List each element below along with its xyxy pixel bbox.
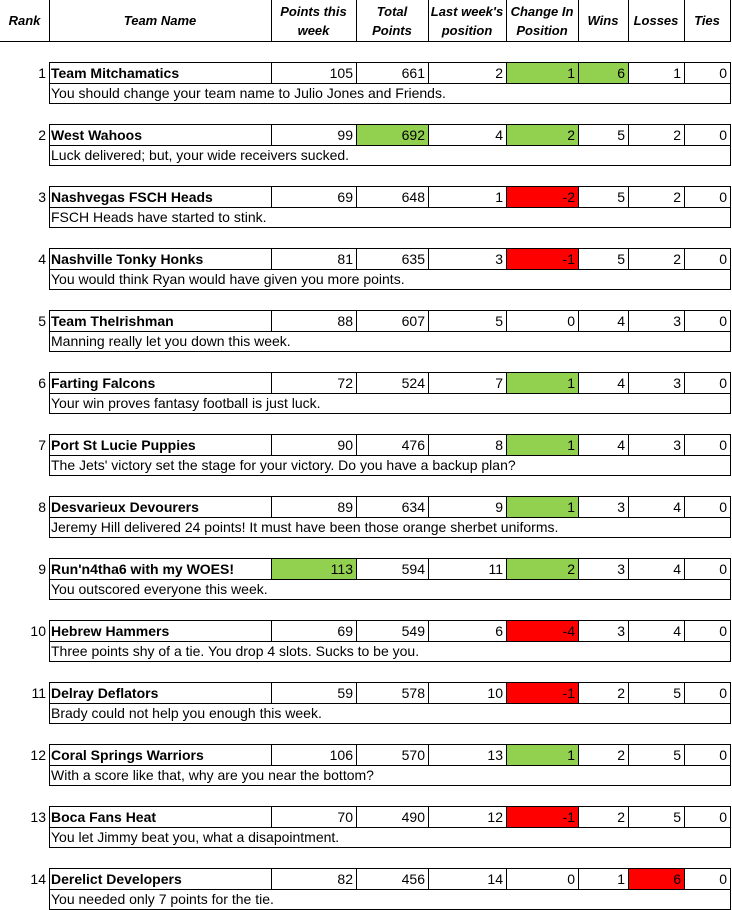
points-this-week-cell: 105 [329, 65, 353, 81]
grid-line [49, 103, 731, 104]
wins-cell: 1 [617, 871, 625, 887]
team-name: Hebrew Hammers [51, 623, 170, 639]
grid-line [730, 703, 731, 723]
points-this-week-cell: 70 [337, 809, 353, 825]
losses-cell: 3 [673, 313, 681, 329]
ties-cell: 0 [719, 685, 727, 701]
team-comment: Brady could not help you enough this week. [51, 705, 322, 721]
team-comment: Luck delivered; but, your wide receivers sucked. [51, 147, 350, 163]
ties-cell: 0 [719, 65, 727, 81]
total-points-cell: 578 [401, 685, 425, 701]
header-points-this-week: Points this week [280, 3, 347, 38]
grid-line [730, 496, 731, 517]
ties-cell: 0 [719, 437, 727, 453]
grid-line [730, 207, 731, 227]
header-change-in-position: Change In Position [510, 3, 574, 38]
points-this-week-cell: 106 [329, 747, 353, 763]
change-in-position-cell: -2 [562, 189, 575, 205]
ties-cell: 0 [719, 809, 727, 825]
wins-cell: 5 [617, 189, 625, 205]
team-name: Desvarieux Devourers [51, 499, 199, 515]
total-points-cell: 476 [401, 437, 425, 453]
grid-line [49, 475, 731, 476]
last-week-position-cell: 11 [488, 561, 503, 577]
last-week-position-cell: 5 [495, 313, 503, 329]
team-comment: Manning really let you down this week. [51, 333, 291, 349]
ties-cell: 0 [719, 375, 727, 391]
ties-cell: 0 [719, 623, 727, 639]
points-this-week-cell: 72 [337, 375, 353, 391]
total-points-cell: 634 [401, 499, 425, 515]
grid-line [49, 723, 731, 724]
grid-line [49, 785, 731, 786]
points-this-week-cell: 113 [330, 561, 353, 577]
grid-line [49, 165, 731, 166]
grid-line [49, 537, 731, 538]
losses-cell: 6 [673, 871, 681, 887]
last-week-position-cell: 12 [487, 809, 503, 825]
ties-cell: 0 [719, 251, 727, 267]
grid-line [49, 413, 731, 414]
ties-cell: 0 [719, 871, 727, 887]
grid-line [271, 0, 272, 41]
grid-line [730, 372, 731, 393]
ties-cell: 0 [719, 499, 727, 515]
rank-cell: 9 [38, 561, 46, 577]
last-week-position-cell: 14 [487, 871, 503, 887]
losses-cell: 2 [673, 251, 681, 267]
grid-line [356, 0, 357, 41]
change-in-position-cell: 2 [567, 561, 575, 577]
grid-line [0, 41, 731, 42]
change-in-position-cell: 2 [567, 127, 575, 143]
losses-cell: 5 [673, 809, 681, 825]
grid-line [730, 186, 731, 207]
ties-cell: 0 [719, 313, 727, 329]
team-comment: You outscored everyone this week. [51, 581, 268, 597]
change-in-position-cell: -1 [562, 809, 575, 825]
change-in-position-cell: 1 [567, 65, 575, 81]
header-last-weeks-position: Last week's position [430, 3, 504, 38]
last-week-position-cell: 6 [495, 623, 503, 639]
losses-cell: 4 [673, 499, 681, 515]
team-comment: Three points shy of a tie. You drop 4 slots. Sucks to be you. [51, 643, 420, 659]
rank-cell: 10 [30, 623, 46, 639]
header-rank: Rank [8, 13, 41, 28]
wins-cell: 2 [617, 747, 625, 763]
last-week-position-cell: 7 [495, 375, 503, 391]
wins-cell: 4 [617, 313, 625, 329]
last-week-position-cell: 9 [495, 499, 503, 515]
rank-cell: 3 [38, 189, 46, 205]
rank-cell: 11 [31, 685, 46, 701]
change-in-position-cell: -1 [562, 685, 575, 701]
grid-line [730, 641, 731, 661]
last-week-position-cell: 1 [495, 189, 503, 205]
grid-line [730, 827, 731, 847]
grid-line [730, 331, 731, 351]
team-name: Farting Falcons [51, 375, 156, 391]
change-in-position-cell: -4 [562, 623, 575, 639]
team-comment: Jeremy Hill delivered 24 points! It must have been those orange sherbet uniforms. [51, 519, 559, 535]
wins-cell: 3 [617, 499, 625, 515]
team-comment: You should change your team name to Julio Jones and Friends. [51, 85, 446, 101]
points-this-week-cell: 99 [337, 127, 353, 143]
wins-cell: 3 [617, 561, 625, 577]
points-this-week-cell: 69 [337, 623, 353, 639]
team-name: Team Mitchamatics [51, 65, 180, 81]
team-comment: FSCH Heads have started to stink. [51, 209, 267, 225]
grid-line [506, 0, 507, 41]
losses-cell: 5 [673, 747, 681, 763]
team-name: Coral Springs Warriors [51, 747, 204, 763]
grid-line [49, 847, 731, 848]
ties-cell: 0 [719, 747, 727, 763]
grid-line [730, 83, 731, 103]
points-this-week-cell: 82 [337, 871, 353, 887]
losses-cell: 3 [673, 375, 681, 391]
losses-cell: 5 [673, 685, 681, 701]
grid-line [628, 0, 629, 41]
change-in-position-cell: -1 [562, 251, 575, 267]
header-ties: Ties [694, 13, 720, 28]
total-points-cell: 692 [401, 127, 425, 143]
grid-line [730, 682, 731, 703]
header-total-points: Total Points [372, 3, 412, 38]
grid-line [730, 744, 731, 765]
grid-line [730, 868, 731, 889]
grid-line [730, 889, 731, 909]
last-week-position-cell: 13 [487, 747, 503, 763]
points-this-week-cell: 81 [337, 251, 353, 267]
grid-line [730, 310, 731, 331]
losses-cell: 2 [673, 127, 681, 143]
team-comment: You let Jimmy beat you, what a disapointment. [51, 829, 340, 845]
total-points-cell: 549 [401, 623, 425, 639]
last-week-position-cell: 4 [495, 127, 503, 143]
total-points-cell: 570 [401, 747, 425, 763]
total-points-cell: 594 [401, 561, 425, 577]
rank-cell: 1 [38, 65, 46, 81]
team-name: Nashville Tonky Honks [51, 251, 204, 267]
points-this-week-cell: 90 [337, 437, 353, 453]
change-in-position-cell: 0 [567, 871, 575, 887]
grid-line [730, 579, 731, 599]
change-in-position-cell: 1 [567, 375, 575, 391]
grid-line [730, 269, 731, 289]
points-this-week-cell: 88 [337, 313, 353, 329]
rank-cell: 13 [30, 809, 46, 825]
grid-line [730, 434, 731, 455]
rank-cell: 4 [38, 251, 46, 267]
last-week-position-cell: 10 [487, 685, 503, 701]
team-comment: Your win proves fantasy football is just luck. [51, 395, 321, 411]
wins-cell: 2 [617, 809, 625, 825]
losses-cell: 2 [673, 189, 681, 205]
wins-cell: 2 [617, 685, 625, 701]
grid-line [49, 0, 50, 41]
change-in-position-cell: 1 [567, 437, 575, 453]
grid-line [49, 599, 731, 600]
points-this-week-cell: 59 [337, 685, 353, 701]
wins-cell: 5 [617, 251, 625, 267]
grid-line [49, 227, 731, 228]
rank-cell: 6 [38, 375, 46, 391]
last-week-position-cell: 2 [495, 65, 503, 81]
losses-cell: 4 [673, 561, 681, 577]
grid-line [730, 393, 731, 413]
grid-line [730, 806, 731, 827]
grid-line [730, 455, 731, 475]
team-comment: You needed only 7 points for the tie. [51, 891, 274, 907]
team-name: Derelict Developers [51, 871, 182, 887]
rank-cell: 14 [30, 871, 46, 887]
team-name: Run'n4tha6 with my WOES! [51, 561, 235, 577]
rank-cell: 8 [38, 499, 46, 515]
team-comment: The Jets' victory set the stage for your victory. Do you have a backup plan? [51, 457, 516, 473]
grid-line [730, 62, 731, 83]
total-points-cell: 490 [401, 809, 425, 825]
points-this-week-cell: 89 [337, 499, 353, 515]
rank-cell: 7 [38, 437, 46, 453]
losses-cell: 1 [673, 65, 681, 81]
grid-line [730, 765, 731, 785]
change-in-position-cell: 1 [567, 747, 575, 763]
losses-cell: 4 [673, 623, 681, 639]
grid-line [49, 351, 731, 352]
wins-cell: 3 [617, 623, 625, 639]
team-comment: With a score like that, why are you near the bottom? [51, 767, 374, 783]
wins-cell: 4 [617, 375, 625, 391]
last-week-position-cell: 3 [495, 251, 503, 267]
team-name: Nashvegas FSCH Heads [51, 189, 213, 205]
wins-cell: 5 [617, 127, 625, 143]
rank-cell: 5 [38, 313, 46, 329]
header-wins: Wins [587, 13, 619, 28]
ties-cell: 0 [719, 189, 727, 205]
wins-cell: 4 [617, 437, 625, 453]
losses-cell: 3 [673, 437, 681, 453]
header-losses: Losses [633, 13, 679, 28]
grid-line [730, 558, 731, 579]
total-points-cell: 648 [401, 189, 425, 205]
team-name: West Wahoos [51, 127, 143, 143]
points-this-week-cell: 69 [337, 189, 353, 205]
grid-line [684, 0, 685, 41]
last-week-position-cell: 8 [495, 437, 503, 453]
grid-line [49, 289, 731, 290]
grid-line [730, 145, 731, 165]
header-team-name: Team Name [123, 13, 197, 28]
ties-cell: 0 [719, 561, 727, 577]
grid-line [730, 517, 731, 537]
team-name: Port St Lucie Puppies [51, 437, 196, 453]
grid-line [730, 0, 731, 41]
total-points-cell: 635 [401, 251, 425, 267]
team-name: Boca Fans Heat [51, 809, 157, 825]
team-name: Delray Deflators [51, 685, 159, 701]
ties-cell: 0 [719, 127, 727, 143]
team-comment: You would think Ryan would have given you more points. [51, 271, 405, 287]
total-points-cell: 456 [401, 871, 425, 887]
grid-line [578, 0, 579, 41]
grid-line [730, 124, 731, 145]
grid-line [730, 620, 731, 641]
total-points-cell: 607 [401, 313, 425, 329]
wins-cell: 6 [617, 65, 625, 81]
total-points-cell: 524 [401, 375, 425, 391]
grid-line [730, 248, 731, 269]
rank-cell: 12 [30, 747, 46, 763]
change-in-position-cell: 1 [567, 499, 575, 515]
rank-cell: 2 [38, 127, 46, 143]
change-in-position-cell: 0 [567, 313, 575, 329]
total-points-cell: 661 [401, 65, 425, 81]
grid-line [428, 0, 429, 41]
team-name: Team TheIrishman [51, 313, 174, 329]
grid-line [49, 661, 731, 662]
